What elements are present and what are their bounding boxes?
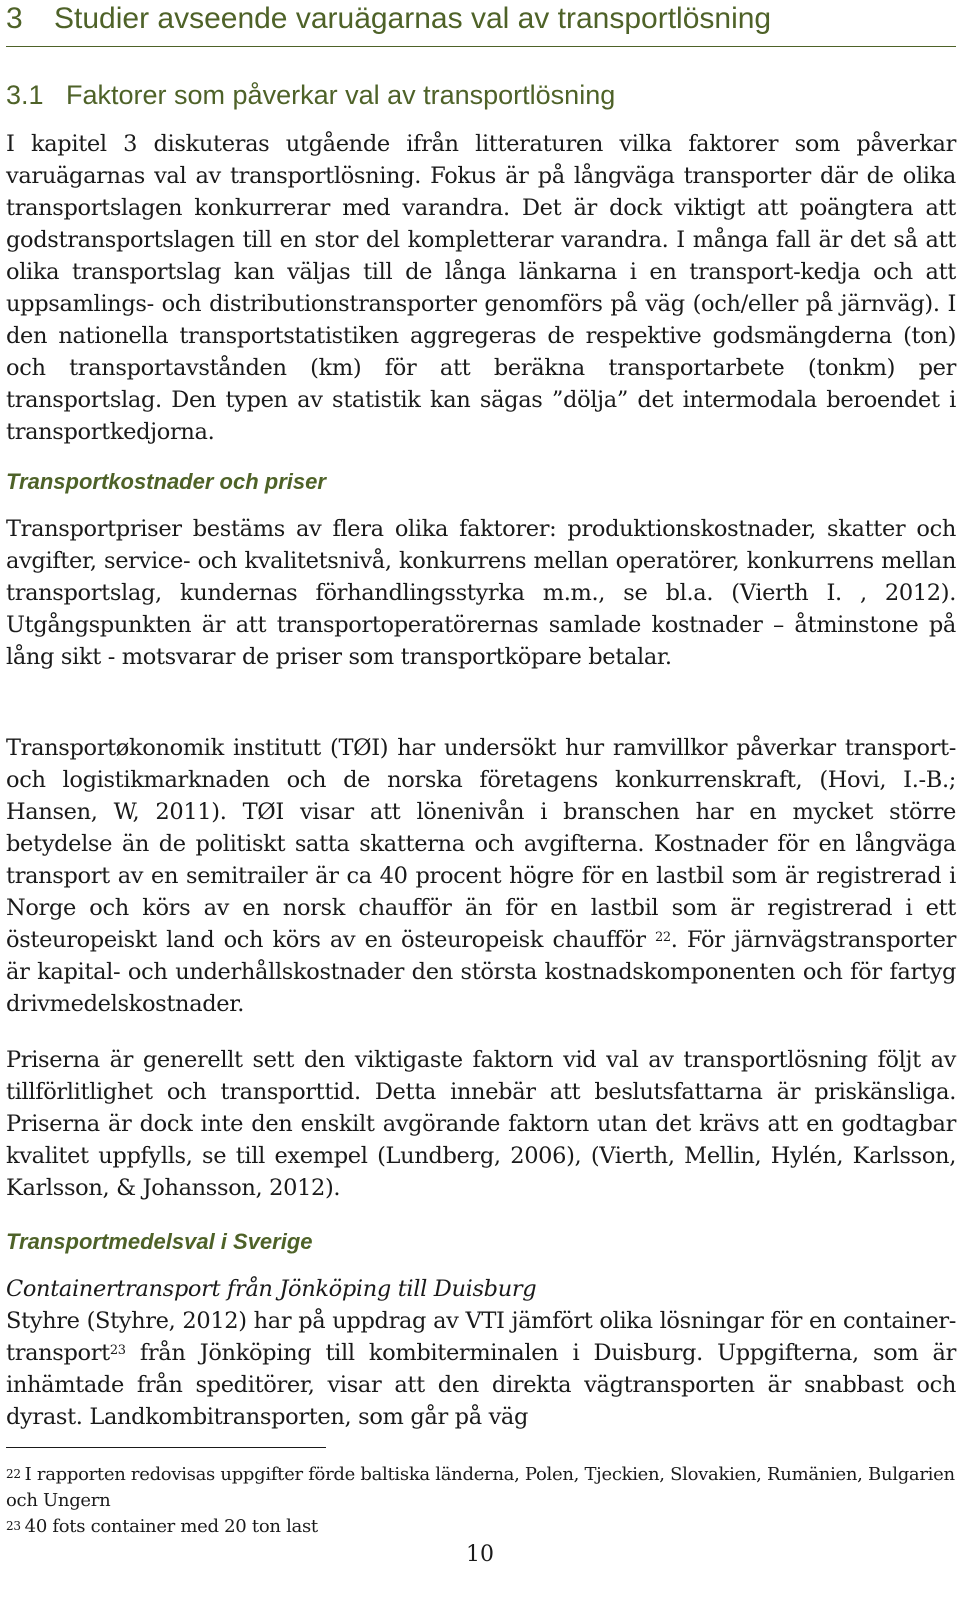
footnote-separator: [6, 1447, 326, 1448]
footnote-22-text: I rapporten redovisas uppgifter förde baltiska länderna, Polen, Tjeckien, Slovakien, Rumänien, Bulgarien och Ungern: [6, 1464, 955, 1511]
footnote-ref-23: 23: [109, 1343, 126, 1358]
subheading-transportkostnader: Transportkostnader och priser: [6, 469, 326, 494]
paragraph-toi-text-2: . För järnvägstransporter är kapital- och underhållskostnader den största kostnadskomponenten och för fartyg drivmedelskostnader.: [6, 927, 956, 1017]
paragraph-transportpriser: Transportpriser bestäms av flera olika faktorer: produktionskostnader, skatter och avgifter, service- och kvalitetsnivå, konkurrens mellan operatörer, konkurrens mellan transportslag, kundernas förhandlingsstyrka m.m., se bl.a. (Vierth I. , 2012). Utgångspunkten är att transportoperatörernas samlade kostnader – åtminstone på lång sikt - motsvarar de priser som transportköpare betalar.: [6, 516, 956, 670]
paragraph-toi-text-1: Transportøkonomik institutt (TØI) har undersökt hur ramvillkor påverkar transport- och logistikmarknaden och de norska företagens konkurrenskraft, (Hovi, I.-B.; Hansen, W, 2011). TØI visar att lönenivån i branschen har en mycket större betydelse än de politiskt satta skatterna och avgifterna. Kostnader för en långväga transport av en semitrailer är ca 40 procent högre för en lastbil som är registrerad i Norge och körs av en norsk chaufför än för en lastbil som är registrerad i ett östeuropeiskt land och körs av en östeuropeisk chaufför: [6, 735, 956, 953]
footnote-23: [6, 1514, 956, 1540]
footnote-23-text: 40 fots container med 20 ton last: [24, 1516, 318, 1537]
page-number: 10: [466, 1542, 494, 1567]
section-title: Faktorer som påverkar val av transportlösning: [66, 80, 616, 110]
heading-rule: [6, 46, 956, 47]
footnote-ref-22: 22: [654, 930, 671, 945]
footnote-22-mark: 22: [6, 1467, 21, 1481]
section-number: 3.1: [6, 80, 44, 110]
paragraph-intro: I kapitel 3 diskuteras utgående ifrån litteraturen vilka faktorer som påverkar varuägarnas val av transportlösning. Fokus är på långväga transporter där de olika transportslagen konkurrerar med varandra. Det är dock viktigt att poängtera att godstransportslagen till en stor del kompletterar varandra. I många fall är det så att olika transportslag kan väljas till de långa länkarna i en transport-kedja och att uppsamlings- och distributionstransporter genomförs på väg (och/eller på järnväg). I den nationella transportstatistiken aggregeras de respektive godsmängderna (ton) och transportavstånden (km) för att beräkna transportarbete (tonkm) per transportslag. Den typen av statistik kan sägas ”dölja” det intermodala beroendet i transportkedjorna.: [6, 131, 956, 445]
chapter-number: 3: [6, 2, 23, 35]
chapter-title: Studier avseende varuägarnas val av transportlösning: [54, 2, 772, 35]
paragraph-styhre-text-1: Styhre (Styhre, 2012) har på uppdrag av VTI jämfört olika lösningar för en container-transport: [6, 1308, 956, 1366]
subheading-transportmedelsval: Transportmedelsval i Sverige: [6, 1229, 313, 1254]
case-title: Containertransport från Jönköping till Duisburg: [6, 1276, 537, 1302]
chapter-heading: [6, 0, 956, 38]
paragraph-priserna: Priserna är generellt sett den viktigaste faktorn vid val av transportlösning följt av tillförlitlighet och transporttid. Detta innebär att beslutsfattarna är priskänsliga. Priserna är dock inte den enskilt avgörande faktorn utan det krävs att en godtagbar kvalitet uppfylls, se till exempel (Lundberg, 2006), (Vierth, Mellin, Hylén, Karlsson, Karlsson, & Johansson, 2012).: [6, 1047, 956, 1201]
section-heading: [6, 78, 615, 112]
paragraph-toi: [6, 732, 956, 1020]
footnote-23-mark: 23: [6, 1519, 21, 1533]
paragraph-styhre-text-2: från Jönköping till kombiterminalen i Duisburg. Uppgifterna, som är inhämtade från speditörer, visar att den direkta vägtransporten är snabbast och dyrast. Landkombitransporten, som går på väg: [6, 1340, 956, 1430]
footnote-22: [6, 1462, 956, 1514]
paragraph-styhre: [6, 1305, 956, 1433]
